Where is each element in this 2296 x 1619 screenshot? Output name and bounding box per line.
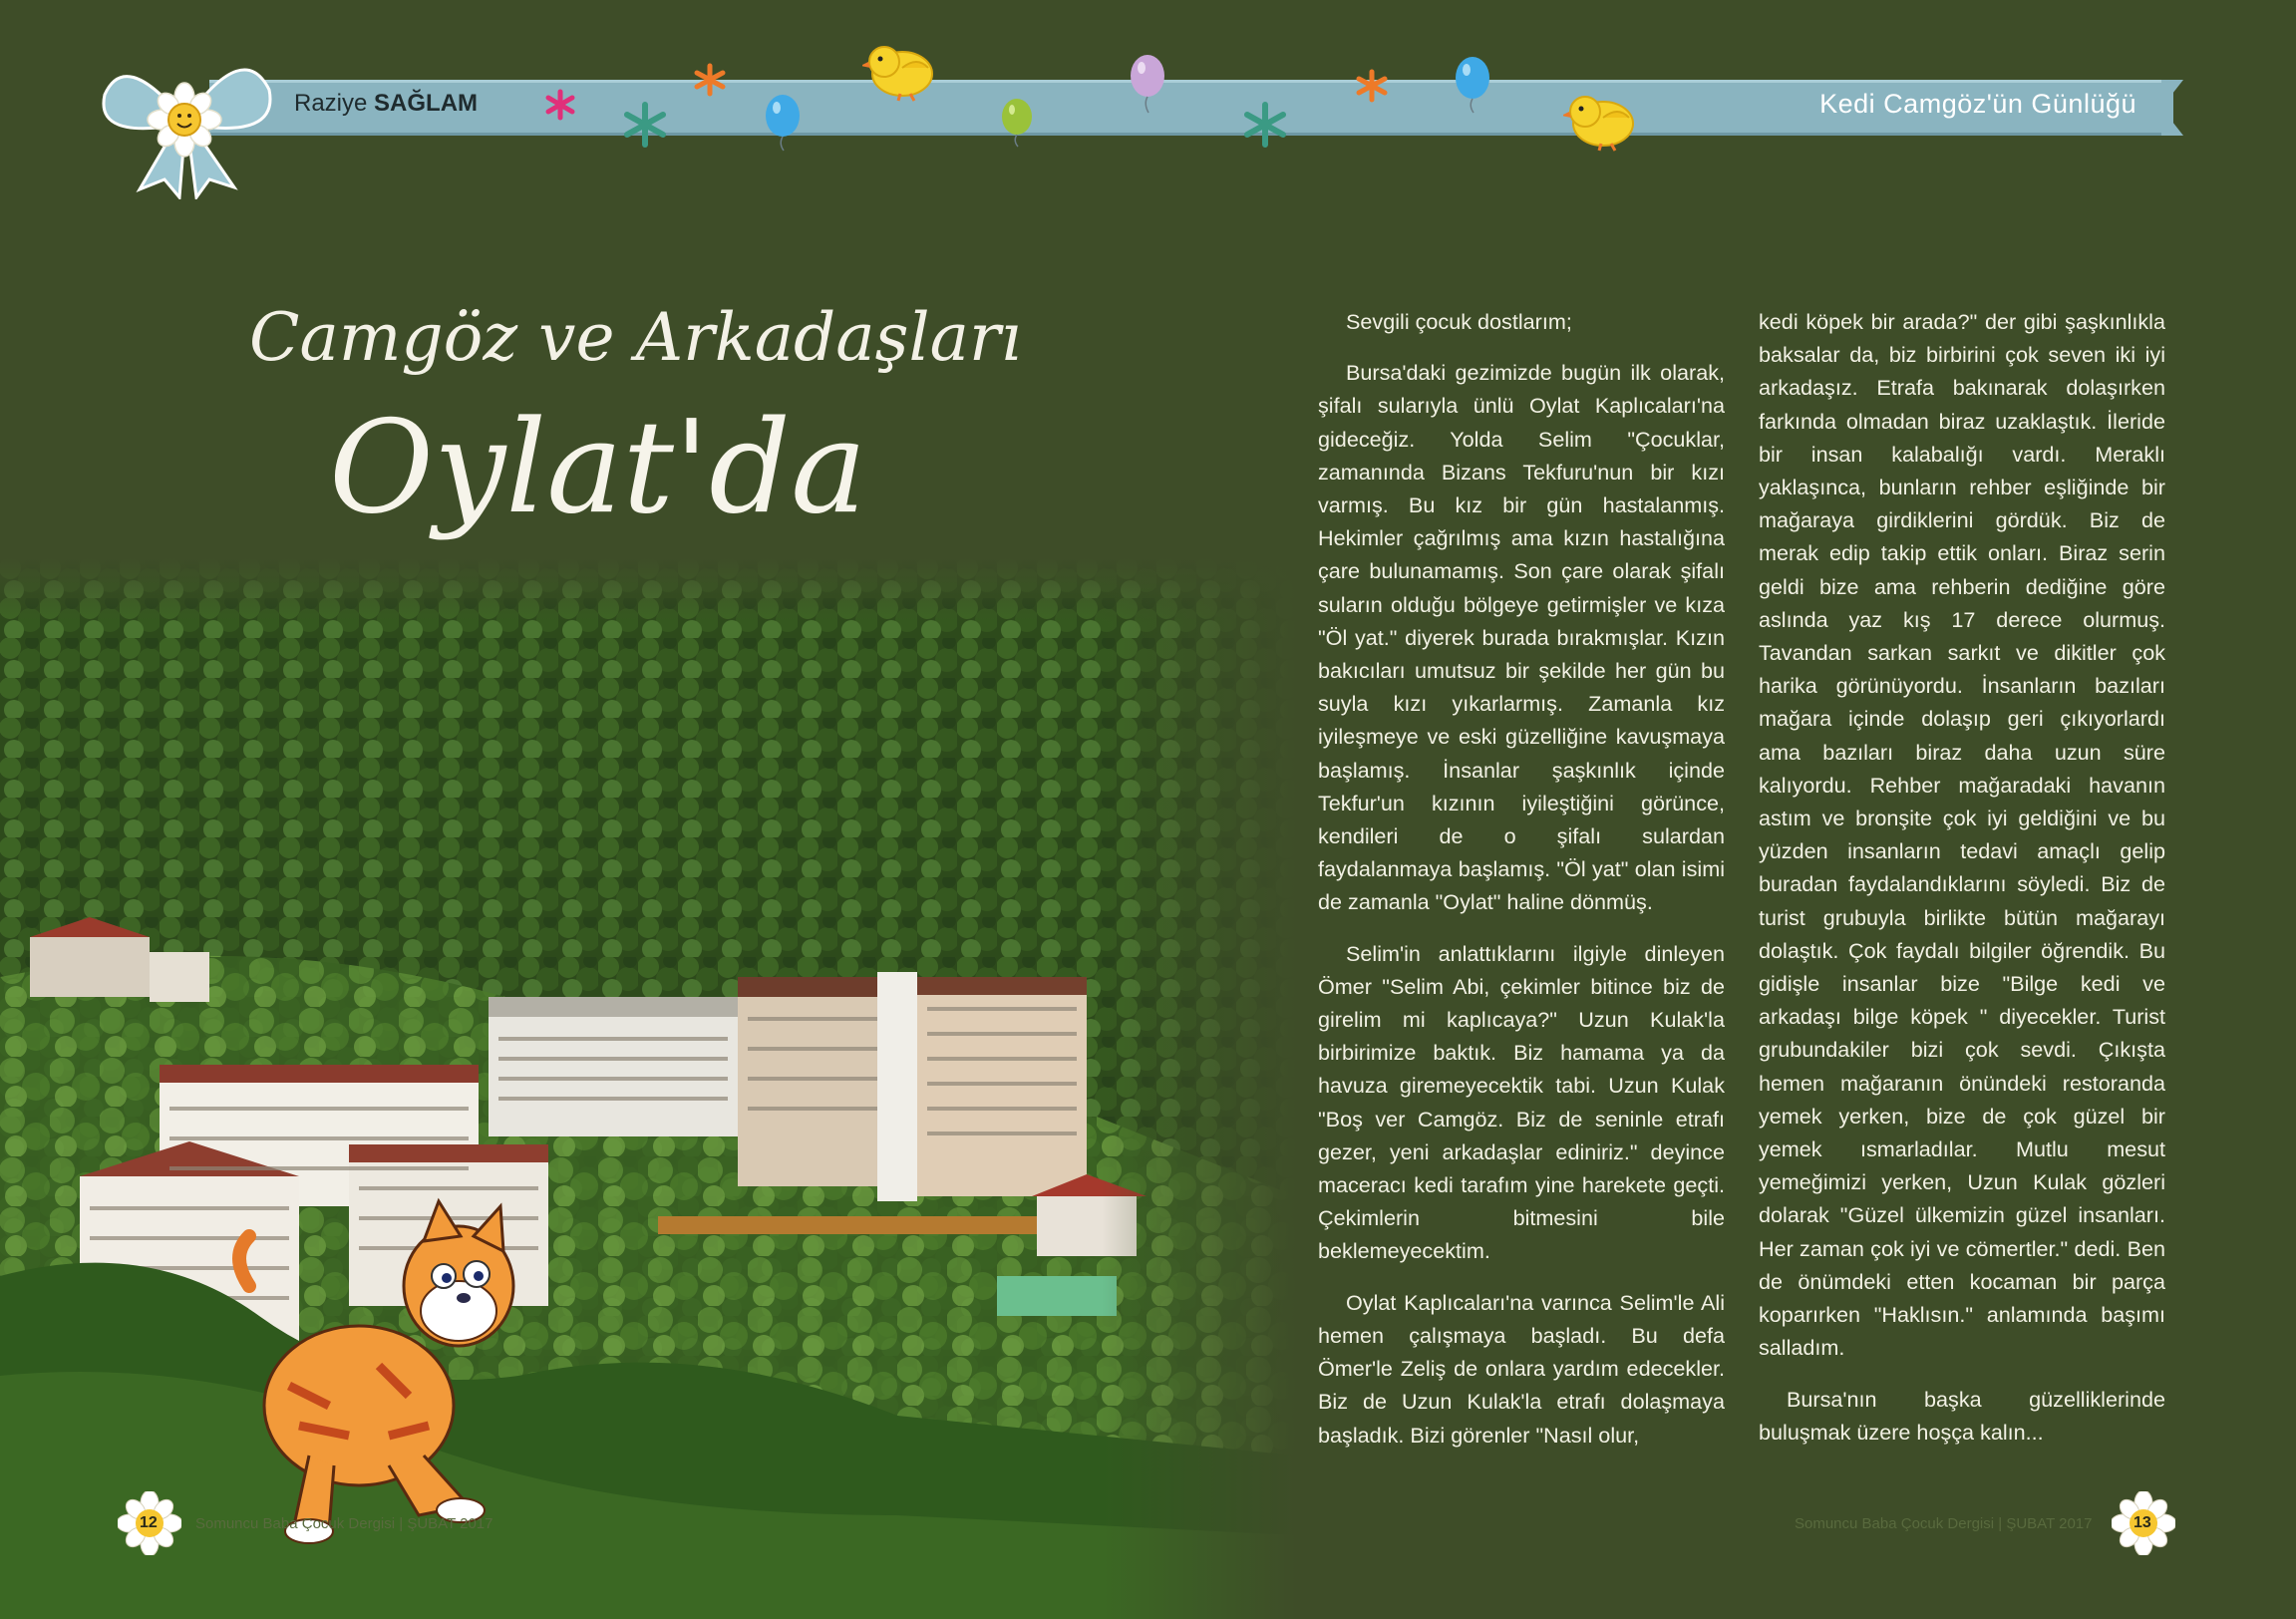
paragraph: Bursa'nın başka güzelliklerinde buluşmak üzere hoşça kalın... [1759, 1386, 2165, 1445]
text-column-left [1318, 305, 1725, 1469]
page-number-right: 13 [2133, 1514, 2151, 1531]
author-last: SAĞLAM [374, 90, 479, 117]
paragraph: Bursa'daki gezimizde bugün ilk olarak, şifalı sularıyla ünlü Oylat Kaplıcaları'na gideceğiz. Yolda Selim "Çocuklar, zamanında Bizans Tekfuru'nun bir kızı varmış. Bu kız bir gün hastalanmış. Hekimler çağrılmış ama kızın hastalığına çare bulunamamış. Son çare olarak şifalı suların olduğu bölgeye getirmişler ve kıza "Öl yat." diyerek burada bırakmışlar. Kızın bakıcıları umutsuz bir şekilde her gün bu suyla kızı yıkarlarmış. Zamanla kız iyileşmeye ve eski güzelliğine kavuşmaya başlamış. İnsanlar şaşkınlık içinde Tekfur'un kızının iyileştiğini görünce, kendileri de o şifalı sulardan faydalanmaya başlamış. "Öl yat" olan isimi de zamanla "Oylat" haline dönmüş. [1318, 360, 1725, 915]
asterisk-flower-icon [543, 88, 577, 122]
paragraph: Sevgili çocuk dostlarım; [1346, 309, 1572, 334]
asterisk-flower-icon [620, 100, 670, 150]
page-number-left: 12 [140, 1514, 158, 1531]
paragraph: kedi köpek bir arada?" der gibi şaşkınlıkla baksalar da, biz birbirini çok seven iki iyi arkadaşız. Etrafa bakınarak dolaşırken farkında olmadan biraz uzaklaştık. İleride bir insan kalabalığı vardı. Meraklı yaklaşınca, bunların rehber eşliğinde bir mağaraya girdiklerini gördük. Biz de merak edip takip ettik onları. Biraz serin geldi bize ama rehberin dediğine göre aslında yaz kış 17 derece olurmuş. Tavandan sarkan sarkıt ve dikitler çok harika görünüyordu. İnsanların bazıları mağara içinde dolaşıp geri çıkıyorlardı ama bazıları biraz daha uzun süre kalıyordu. Rehber mağaradaki havanın astım ve bronşite çok iyi geldiğini ve bu yüzden insanların tedavi amaçlı gelip buradan faydalandıklarını söyledi. Biz de turist grubuyla birlikte bütün mağarayı dolaştık. Çok faydalı bilgiler öğrendik. Bu gidişle insanlar bize "Bilge kedi ve arkadaşı bilge köpek " diyecekler. Turist grubundakiler bizi çok sevdi. Çıkışta hemen mağaranın önündeki restoranda yemek yerken, bize de çok güzel bir yemek ısmarladılar. Mutlu mesut yemeğimizi yerken, Uzun Kulak gözleri dolarak "Güzel ülkemizin güzel insanları. Her zaman çok iyi ve cömertler." dedi. Ben de önümdeki etten kocaman bir parça koparırken "Haklısın." anlamında başımı salladım. [1759, 309, 2165, 1361]
chick-icon [1563, 88, 1643, 152]
chick-icon [862, 38, 942, 102]
balloon-icon [1000, 98, 1034, 148]
ribbon-tail [2161, 80, 2183, 136]
balloon-icon [1129, 54, 1166, 114]
text-column-right [1759, 305, 2165, 1466]
author-first: Raziye [294, 90, 368, 117]
footer-text-left: Somuncu Baba Çocuk Dergisi | ŞUBAT 2017 [195, 1515, 493, 1532]
article-title: Oylat'da [329, 394, 867, 542]
asterisk-flower-icon [1240, 100, 1290, 150]
article-subtitle: Camgöz ve Arkadaşları [249, 299, 1022, 376]
paragraph: Selim'in anlattıklarını ilgiyle dinleyen Ömer "Selim Abi, çekimler bitince biz de girelim mi kaplıcaya?" Uzun Kulak'la birbirimize baktık. Biz hamama ya da havuza giremeyecektik tabi. Uzun Kulak "Boş ver Camgöz. Biz de seninle etrafı gezer, yeni arkadaşlar ediniriz." deyince maceracı kedi tarafım yine harekete geçti. Çekimlerin bitmesini bile beklemeyecektim. [1318, 940, 1725, 1264]
oylat-hotel-photo [0, 558, 1296, 1619]
paragraph: Oylat Kaplıcaları'na varınca Selim'le Ali hemen çalışmaya başladı. Bu defa Ömer'le Zeliş de onlara yardım edecekler. Biz de Uzun Kulak'la etrafı dolaşmaya başladık. Bizi görenler "Nasıl olur, [1318, 1289, 1725, 1448]
balloon-icon [764, 94, 802, 152]
asterisk-flower-icon [1354, 68, 1390, 104]
series-title: Kedi Camgöz'ün Günlüğü [1819, 89, 2136, 119]
bow-icon [85, 40, 284, 199]
author-name [294, 90, 478, 118]
asterisk-flower-icon [692, 62, 728, 98]
balloon-icon [1454, 56, 1491, 114]
footer-text-right: Somuncu Baba Çocuk Dergisi | ŞUBAT 2017 [1795, 1515, 2093, 1532]
